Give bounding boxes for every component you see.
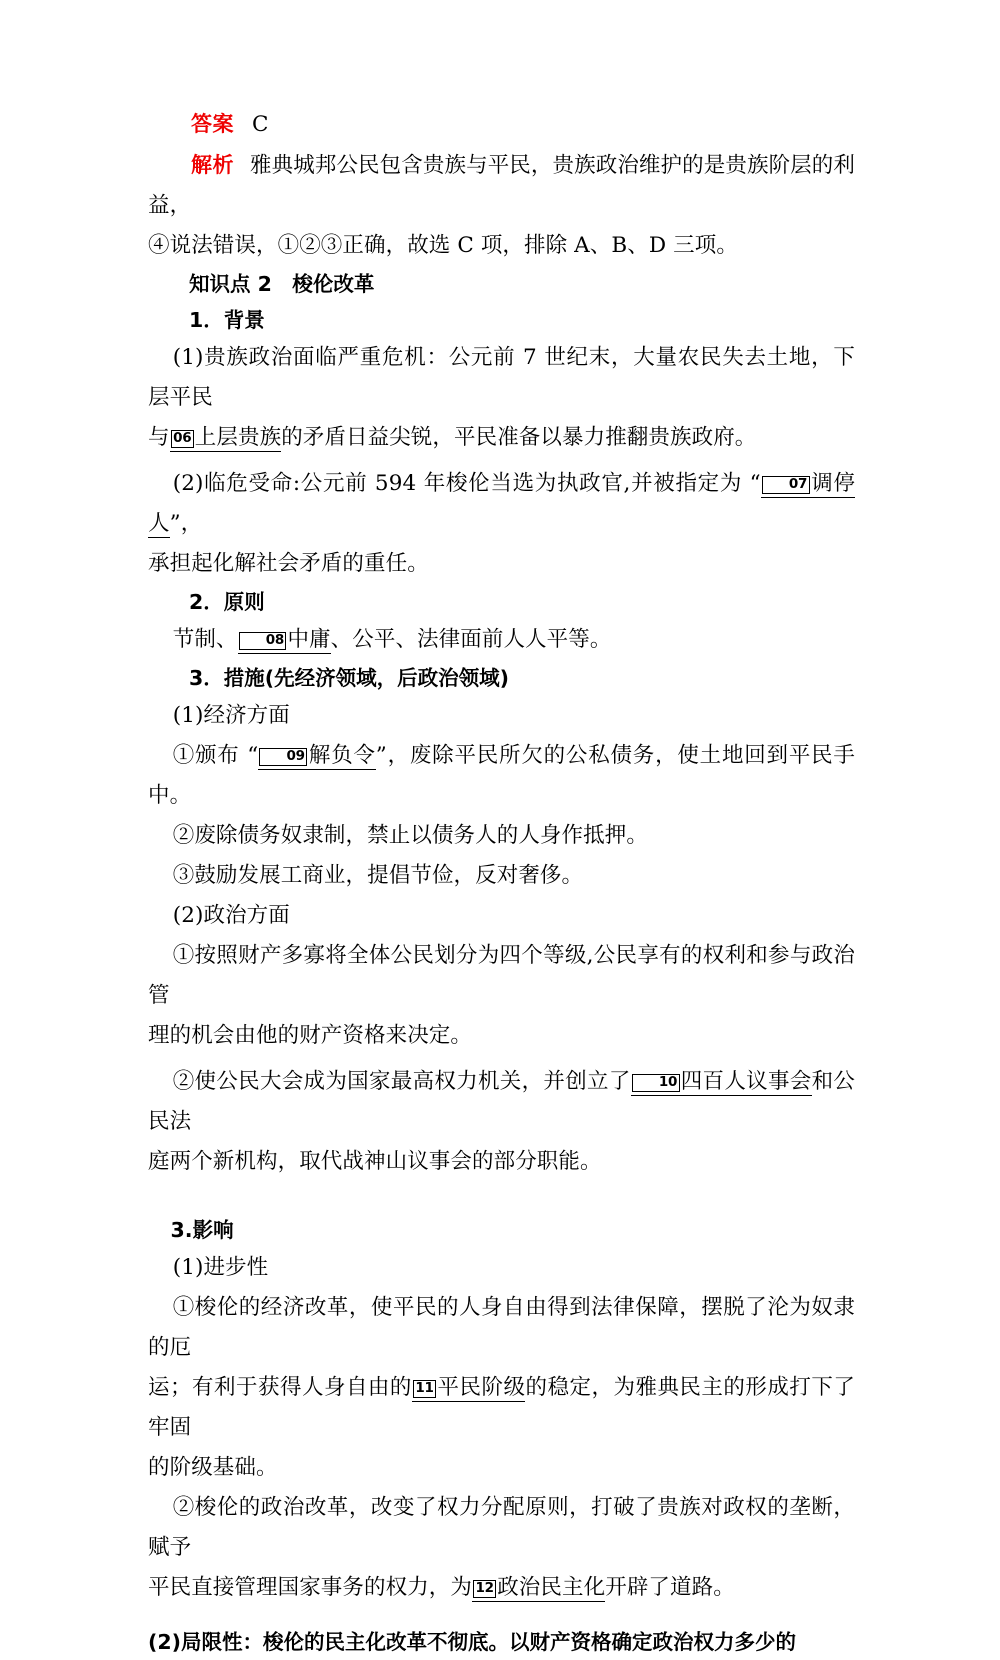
economy-item-3: ③鼓励发展工商业，提倡节俭，反对奢侈。 (172, 863, 584, 888)
measures-heading: 3．措施(先经济领域，后政治领域) (189, 666, 510, 690)
politics-item-2-line-2: 庭两个新机构，取代战神山议事会的部分职能。 (148, 1149, 602, 1174)
spacer (148, 1182, 855, 1212)
blank-marker-12: 12 (473, 1580, 496, 1598)
text-post: 和公民法 (148, 1069, 855, 1134)
blank-answer-text: 上层贵族 (194, 425, 282, 450)
text-post: ”， (169, 511, 203, 536)
progress-item-2-line-2 (148, 1568, 855, 1608)
text-pre: ①颁布 “ (172, 743, 259, 768)
text-pre: (2)临危受命:公元前 594 年梭伦当选为执政官,并被指定为 “ (172, 471, 761, 496)
progress-item-1-line-1: ①梭伦的经济改革，使平民的人身自由得到法律保障，摆脱了沦为奴隶的厄 (148, 1295, 855, 1360)
blank-answer-text: 平民阶级 (437, 1375, 526, 1400)
principle-heading: 2．原则 (189, 590, 265, 614)
blank-answer-08 (238, 627, 331, 654)
economy-item-1 (148, 736, 855, 816)
blank-marker-09: 09 (259, 748, 307, 766)
analysis-label: 解析 (191, 153, 235, 177)
section-heading: 知识点 2 梭伦改革 (189, 272, 375, 296)
blank-answer-12 (472, 1575, 605, 1602)
principle-line (148, 620, 855, 660)
text-pre: 节制、 (172, 627, 238, 652)
blank-marker-06: 06 (171, 430, 194, 448)
text-pre: 与 (148, 425, 170, 450)
analysis-line-1 (148, 145, 855, 226)
blank-answer-text: 中庸 (287, 627, 331, 652)
answer-label: 答案 (191, 112, 234, 136)
blank-marker-07: 07 (762, 476, 810, 494)
background-item-1-line-2 (148, 418, 855, 458)
blank-answer-text: 解负令 (308, 743, 376, 768)
politics-item-2-line-1 (148, 1062, 855, 1142)
blank-answer-text: 政治民主化 (497, 1575, 606, 1600)
background-item-1-line-1: (1)贵族政治面临严重危机：公元前 7 世纪末，大量农民失去土地，下层平民 (148, 345, 855, 410)
blank-answer-06 (170, 425, 282, 452)
text-pre: 平民直接管理国家事务的权力，为 (148, 1575, 473, 1600)
text-post: 的矛盾日益尖锐，平民准备以暴力推翻贵族政府。 (281, 425, 757, 450)
background-item-2-line-1 (148, 464, 855, 544)
blank-marker-11: 11 (413, 1380, 436, 1398)
blank-answer-09 (258, 743, 375, 770)
politics-item-1-line-2: 理的机会由他的财产资格来决定。 (148, 1023, 473, 1048)
text-post: 、公平、法律面前人人平等。 (330, 627, 612, 652)
blank-answer-text: 四百人议事会 (680, 1069, 812, 1094)
analysis-text-1: 雅典城邦公民包含贵族与平民，贵族政治维护的是贵族阶层的利益， (148, 153, 855, 218)
blank-marker-08: 08 (239, 632, 287, 650)
influence-heading: 3.影响 (170, 1218, 234, 1242)
blank-marker-10: 10 (632, 1074, 680, 1092)
text-post: 的稳定，为雅典民主的形成打下了牢固 (148, 1375, 855, 1440)
spacer (148, 1608, 855, 1624)
limitation-line: (2)局限性：梭伦的民主化改革不彻底。以财产资格确定政治权力多少的 (148, 1630, 797, 1654)
text-post: ”，废除平民所欠的公私债务，使土地回到平民手中。 (148, 743, 855, 808)
progress-item-2-line-1: ②梭伦的政治改革，改变了权力分配原则，打破了贵族对政权的垄断，赋予 (148, 1495, 855, 1560)
progress-item-1-line-2 (148, 1368, 855, 1448)
economy-heading: (1)经济方面 (172, 703, 290, 728)
progress-item-1-line-3: 的阶级基础。 (148, 1455, 278, 1480)
answer-block (148, 104, 855, 266)
blank-answer-11 (412, 1375, 526, 1402)
text-post: 开辟了道路。 (605, 1575, 735, 1600)
analysis-line-2: ④说法错误，①②③正确，故选 C 项，排除 A、B、D 三项。 (148, 233, 738, 258)
text-pre: 运；有利于获得人身自由的 (148, 1375, 412, 1400)
background-heading: 1．背景 (189, 308, 265, 332)
answer-line (148, 104, 855, 145)
politics-heading: (2)政治方面 (172, 903, 290, 928)
economy-item-2: ②废除债务奴隶制，禁止以债务人的人身作抵押。 (172, 823, 648, 848)
background-item-2-line-2: 承担起化解社会矛盾的重任。 (148, 551, 429, 576)
progress-heading: (1)进步性 (172, 1255, 269, 1280)
politics-item-1-line-1: ①按照财产多寡将全体公民划分为四个等级,公民享有的权利和参与政治管 (148, 943, 855, 1008)
blank-answer-10 (631, 1069, 812, 1096)
blank-answer-text: 调停人 (148, 471, 856, 536)
text-pre: ②使公民大会成为国家最高权力机关，并创立了 (172, 1069, 631, 1094)
answer-value: C (252, 112, 269, 137)
